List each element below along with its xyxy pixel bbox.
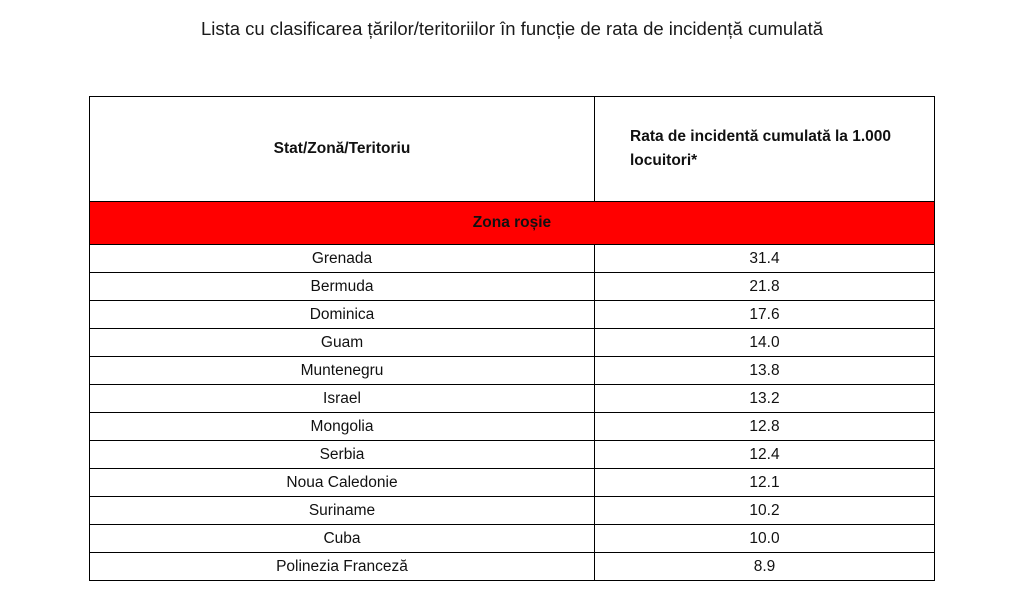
table-row: [90, 357, 935, 385]
table-body: [90, 202, 935, 581]
table-row: [90, 329, 935, 357]
table-row: [90, 553, 935, 581]
table-row: [90, 273, 935, 301]
rate-cell: 13.8: [595, 357, 935, 385]
rate-cell: 21.8: [595, 273, 935, 301]
country-cell: Muntenegru: [90, 357, 595, 385]
country-cell: Mongolia: [90, 413, 595, 441]
table-row: [90, 497, 935, 525]
incidence-table: [89, 96, 935, 581]
rate-cell: 31.4: [595, 245, 935, 273]
country-cell: Noua Caledonie: [90, 469, 595, 497]
header-rate-text: Rata de incidentă cumulată la 1.000 locuitori*: [630, 128, 892, 169]
country-cell: Israel: [90, 385, 595, 413]
country-cell: Dominica: [90, 301, 595, 329]
rate-cell: 12.4: [595, 441, 935, 469]
table-row: [90, 385, 935, 413]
table-row: [90, 413, 935, 441]
country-cell: Suriname: [90, 497, 595, 525]
rate-cell: 13.2: [595, 385, 935, 413]
country-cell: Serbia: [90, 441, 595, 469]
rate-cell: 10.0: [595, 525, 935, 553]
header-rate: [595, 97, 935, 202]
table-row: [90, 245, 935, 273]
rate-cell: 10.2: [595, 497, 935, 525]
zone-label: Zona roșie: [90, 202, 935, 245]
rate-cell: 12.1: [595, 469, 935, 497]
header-country: Stat/Zonă/Teritoriu: [90, 97, 595, 202]
country-cell: Polinezia Franceză: [90, 553, 595, 581]
table-row: [90, 441, 935, 469]
country-cell: Bermuda: [90, 273, 595, 301]
document-title: Lista cu clasificarea țărilor/teritoriilor în funcție de rata de incidență cumulată: [200, 18, 824, 39]
country-cell: Guam: [90, 329, 595, 357]
rate-cell: 8.9: [595, 553, 935, 581]
table-row: [90, 301, 935, 329]
rate-cell: 14.0: [595, 329, 935, 357]
table-row: [90, 469, 935, 497]
country-cell: Grenada: [90, 245, 595, 273]
zone-row-red: [90, 202, 935, 245]
country-cell: Cuba: [90, 525, 595, 553]
table-row: [90, 525, 935, 553]
rate-cell: 17.6: [595, 301, 935, 329]
rate-cell: 12.8: [595, 413, 935, 441]
table-header-row: [90, 97, 935, 202]
